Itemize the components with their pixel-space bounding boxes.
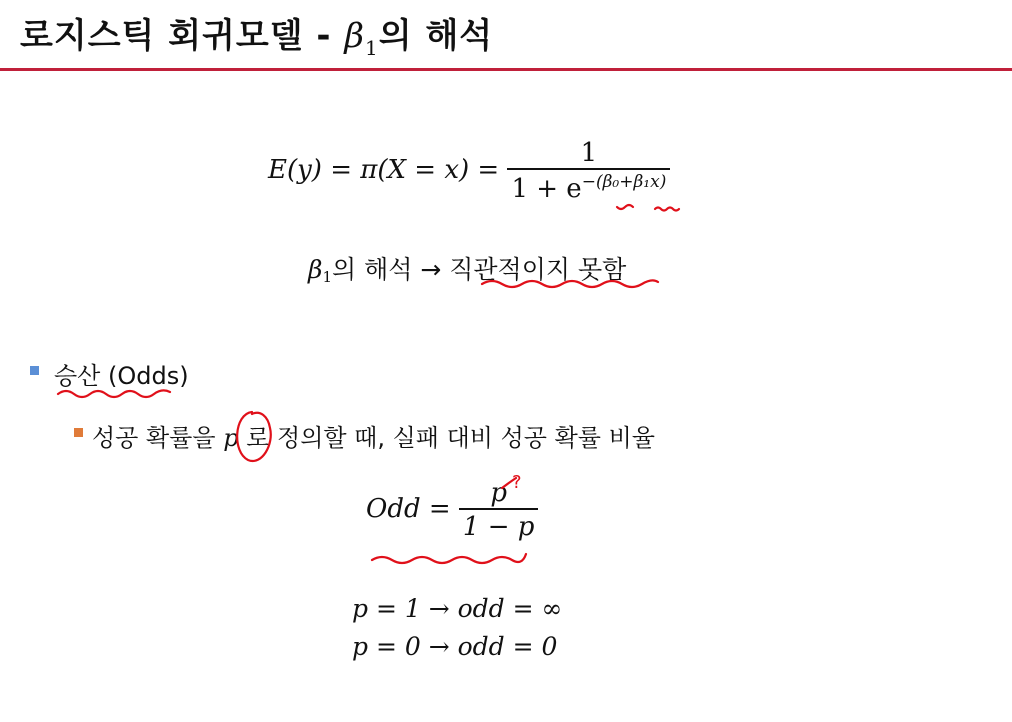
denominator-exponent: −(β₀+β₁x) <box>581 172 667 192</box>
ink-underline-odds <box>58 390 170 397</box>
slide-title <box>20 8 493 60</box>
case-row-1 <box>352 594 562 623</box>
interp-sub: 1 <box>322 268 332 286</box>
interp-emphasis: 직관적이지 못함 <box>449 255 627 284</box>
interp-text: 의 해석 → <box>332 255 450 284</box>
title-prefix: 로지스틱 회귀모델 - <box>20 16 345 56</box>
title-suffix: 의 해석 <box>378 16 494 56</box>
expectation-lhs: E(y) = π(X = x) = <box>268 155 508 185</box>
expectation-denominator <box>507 168 670 204</box>
odd-numerator: p <box>490 478 507 508</box>
ink-question-mark: ? <box>512 472 522 493</box>
ink-underline-odd <box>372 554 526 563</box>
case-1-result: odd = ∞ <box>457 594 563 623</box>
definition-p: p <box>223 424 239 452</box>
bullet-odds-label: 승산 (Odds) <box>54 362 189 390</box>
bullet-square-blue <box>30 366 39 375</box>
ink-squiggle-beta0 <box>617 205 633 209</box>
expectation-numerator: 1 <box>580 138 598 168</box>
odd-lhs: Odd = <box>366 494 459 524</box>
interp-beta: β <box>308 255 323 284</box>
odd-fraction <box>459 478 539 542</box>
case-2-arrow: → <box>428 632 450 661</box>
definition-after: 로 정의할 때, 실패 대비 성공 확률 비율 <box>238 424 655 452</box>
case-1-arrow: → <box>428 594 450 623</box>
title-beta: β <box>344 16 366 56</box>
case-row-2 <box>352 632 557 661</box>
bullet-definition <box>92 418 655 453</box>
title-subscript: 1 <box>365 35 379 60</box>
bullet-square-orange <box>74 428 83 437</box>
odd-denominator: 1 − p <box>459 508 539 542</box>
denominator-base: 1 + e <box>511 174 582 204</box>
case-2-p: p = 0 <box>352 632 421 661</box>
title-rule <box>0 68 1012 71</box>
case-2-result: odd = 0 <box>457 632 558 661</box>
case-1-p: p = 1 <box>352 594 421 623</box>
interpretation-line <box>308 250 626 286</box>
expectation-fraction <box>507 138 670 204</box>
ink-squiggle-beta1 <box>655 208 679 211</box>
expectation-formula <box>268 138 670 204</box>
definition-before: 성공 확률을 <box>92 424 224 452</box>
